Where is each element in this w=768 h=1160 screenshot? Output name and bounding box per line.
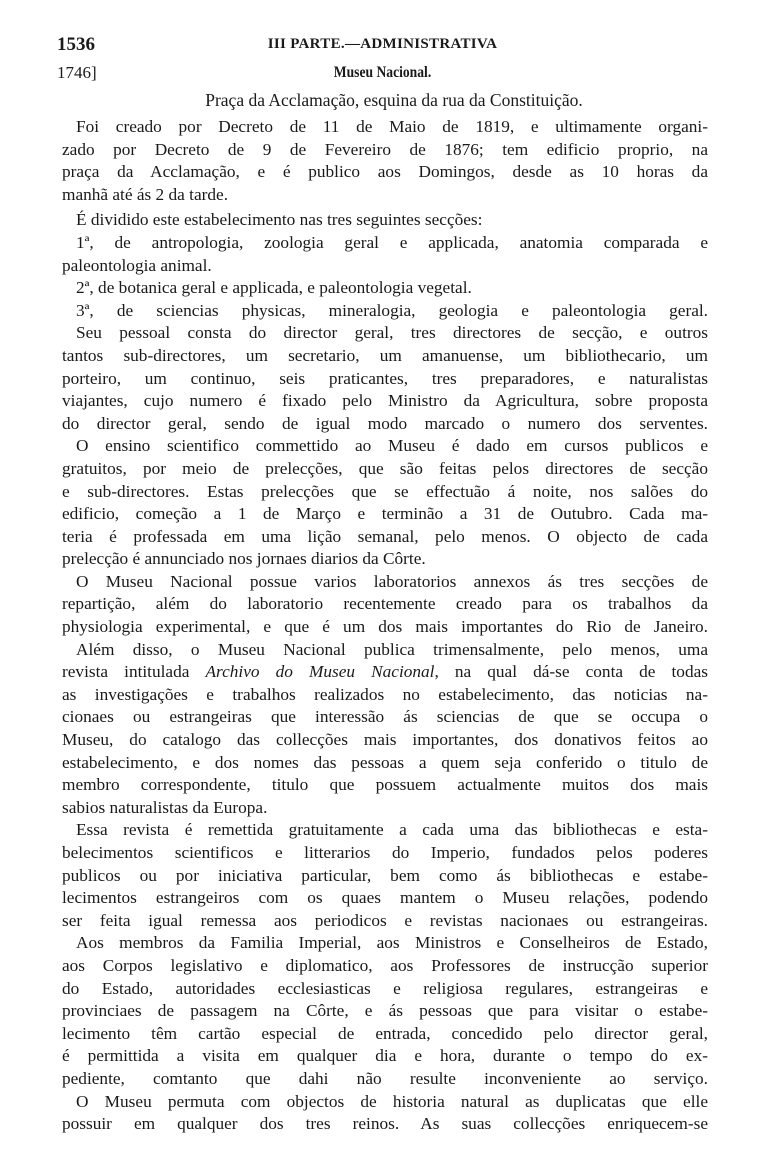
text-line: O ensino scientifico commettido ao Museu é dado em cursos publicos e xyxy=(76,436,708,456)
text-line: gratuitos, por meio de prelecções, que são feitas pelos directores de secção xyxy=(62,458,708,478)
text-line: porteiro, um continuo, seis praticantes, tres preparadores, e naturalistas xyxy=(62,368,708,388)
text-line: teria é professada em uma lição semanal, pelo menos. O objecto de cada xyxy=(62,526,708,546)
text-line: estabelecimento, e dos nomes das pessoas a quem seja conferido o titulo de xyxy=(62,752,708,772)
text-line: belecimentos scientificos e litterarios do Imperio, fundados pelos poderes xyxy=(62,843,708,862)
text-line: Seu pessoal consta do director geral, tres directores de secção, e outros xyxy=(76,323,708,343)
text-line: 1ª, de antropologia, zoologia geral e applicada, anatomia comparada e xyxy=(76,232,708,252)
paragraph xyxy=(62,277,708,300)
text-line: 2ª, de botanica geral e applicada, e paleontologia vegetal. xyxy=(76,278,472,298)
paragraph xyxy=(62,819,708,932)
text-line: physiologia experimental, e que é um dos mais importantes do Rio de Janeiro. xyxy=(62,617,708,637)
text-line: Essa revista é remettida gratuitamente a cada uma das bibliothecas e esta- xyxy=(76,820,708,840)
text-line: manhã até ás 2 da tarde. xyxy=(62,184,229,204)
text-line: 3ª, de sciencias physicas, mineralogia, geologia e paleontologia geral. xyxy=(76,300,708,320)
text-line xyxy=(62,661,708,684)
text-line: edificio, começão a 1 de Março e terminão a 31 de Outubro. Cada ma- xyxy=(62,504,708,524)
text-line: prelecção é annunciado nos jornaes diarios da Côrte. xyxy=(62,549,426,569)
text-line: viajantes, cujo numero é fixado pelo Ministro da Agricultura, sobre proposta xyxy=(62,391,708,411)
text-line: pediente, comtanto que dahi não resulte inconveniente ao serviço. xyxy=(62,1068,708,1088)
text-line: sabios naturalistas da Europa. xyxy=(62,797,268,817)
body-text xyxy=(62,116,708,1136)
text-segment: , na qual dá-se conta de todas xyxy=(434,662,708,682)
text-line: tantos sub-directores, um secretario, um amanuense, um bibliothecario, um xyxy=(62,345,708,365)
paragraph xyxy=(62,435,708,571)
page-header xyxy=(57,34,708,56)
paragraph xyxy=(62,300,708,323)
text-line: O Museu Nacional possue varios laboratorios annexos ás tres secções de xyxy=(76,571,708,591)
paragraph xyxy=(62,639,708,820)
paragraph xyxy=(62,1091,708,1136)
text-line: membro correspondente, titulo que possuem actualmente muitos dos mais xyxy=(62,775,708,795)
text-line: publicos ou por iniciativa particular, bem como ás bibliothecas e estabe- xyxy=(62,865,708,885)
text-line: É dividido este estabelecimento nas tres seguintes secções: xyxy=(76,210,483,230)
text-line: as investigações e trabalhos realizados no estabelecimento, das noticias na- xyxy=(62,684,708,704)
paragraph xyxy=(62,571,708,639)
text-line: paleontologia animal. xyxy=(62,255,212,275)
text-line: possuir em qualquer dos tres reinos. As suas collecções enriquecem-se xyxy=(62,1114,708,1134)
entry-header xyxy=(57,63,708,85)
text-segment: revista intitulada xyxy=(62,662,206,682)
paragraph xyxy=(62,232,708,277)
entry-number: 1746] xyxy=(57,63,97,82)
text-line: praça da Acclamação, e é publico aos Domingos, desde as 10 horas da xyxy=(62,162,708,182)
text-line: provinciaes de passagem na Côrte, e ás pessoas que para visitar o estabe- xyxy=(62,1001,708,1021)
paragraph xyxy=(62,116,708,206)
text-line: aos Corpos legislativo e diplomatico, aos Professores de instrucção superior xyxy=(62,955,708,975)
text-line: O Museu permuta com objectos de historia natural as duplicatas que elle xyxy=(76,1091,708,1111)
text-line: zado por Decreto de 9 de Fevereiro de 1876; tem edificio proprio, na xyxy=(62,139,708,159)
text-line: repartição, além do laboratorio recentemente creado para os trabalhos da xyxy=(62,594,708,614)
paragraph xyxy=(62,209,708,232)
text-line: lecimento têm cartão especial de entrada, concedido pelo director geral, xyxy=(62,1023,708,1043)
address-line: Praça da Acclamação, esquina da rua da Constituição. xyxy=(205,90,583,110)
text-line: cionaes ou estrangeiras que interessão ás sciencias de que se occupa o xyxy=(62,707,708,727)
text-line: lecimentos estrangeiros com os quaes mantem o Museu relações, podendo xyxy=(62,888,708,908)
text-line: e sub-directores. Estas prelecções que se effectuão á noite, nos salões do xyxy=(62,481,708,501)
text-line: Museu, do catalogo das collecções mais importantes, dos donativos feitos ao xyxy=(62,730,708,750)
text-line: do director geral, sendo de igual modo marcado o numero dos serventes. xyxy=(62,413,708,433)
running-head: III PARTE.—ADMINISTRATIVA xyxy=(267,36,498,52)
text-line: Aos membros da Familia Imperial, aos Ministros e Conselheiros de Estado, xyxy=(76,933,708,953)
text-line: ser feita igual remessa aos periodicos e revistas nacionaes ou estrangeiras. xyxy=(62,910,708,930)
section-title: Museu Nacional. xyxy=(333,64,432,81)
journal-title: Archivo do Museu Nacional xyxy=(205,662,435,682)
paragraph xyxy=(62,322,708,435)
text-line: é permittida a visita em qualquer dia e hora, durante o tempo do ex- xyxy=(62,1046,708,1066)
text-line: Além disso, o Museu Nacional publica trimensalmente, pelo menos, uma xyxy=(76,639,708,659)
text-line: Foi creado por Decreto de 11 de Maio de 1819, e ultimamente organi- xyxy=(76,117,708,136)
page-number: 1536 xyxy=(57,34,95,55)
paragraph xyxy=(62,932,708,1090)
text-line: do Estado, autoridades ecclesiasticas e religiosa regulares, estrangeiras e xyxy=(62,978,708,998)
